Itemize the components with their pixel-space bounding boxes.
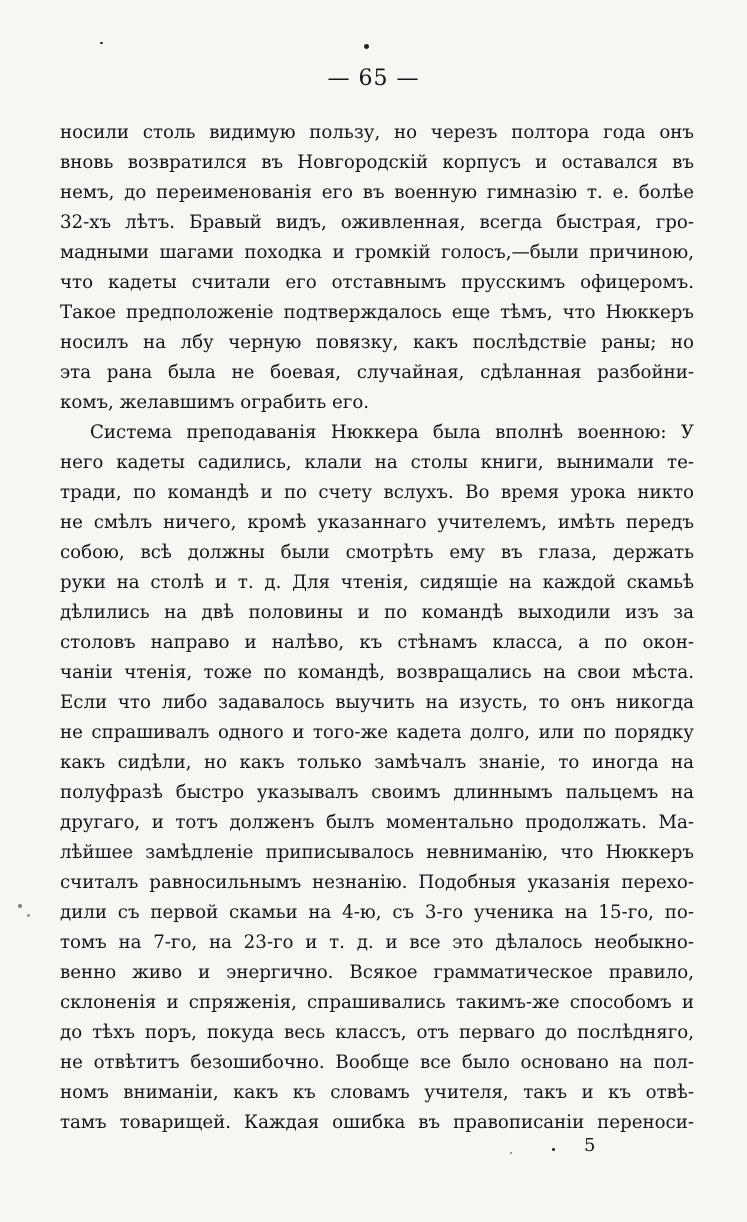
text-line: томъ на 7-го, на 23-го и т. д. и все это дѣлалось необыкно- <box>60 932 694 953</box>
ink-speck <box>364 44 369 49</box>
ink-speck <box>27 914 30 917</box>
paragraph-first-line: Система преподаванія Нюккера была вполнѣ военною: У <box>90 422 694 443</box>
text-line: дили съ первой скамьи на 4-ю, съ 3-го ученика на 15-го, по- <box>60 902 694 923</box>
text-line: тради, по командѣ и по счету вслухъ. Во время урока никто <box>60 482 694 503</box>
signature-mark: 5 <box>584 1135 596 1156</box>
text-line: комъ, желавшимъ ограбить его. <box>60 392 370 413</box>
text-line: мадными шагами походка и громкій голосъ,—были причиною, <box>60 242 694 263</box>
text-line: носили столь видимую пользу, но черезъ полтора года онъ <box>60 122 694 143</box>
text-line: Такое предположеніе подтверждалось еще тѣмъ, что Нюккеръ <box>60 302 694 323</box>
text-line: немъ, до переименованія его въ военную гимназію т. е. болѣе <box>60 182 694 203</box>
ink-speck <box>100 42 103 44</box>
text-line: другаго, и тотъ долженъ былъ моментально продолжать. Ма- <box>60 812 694 833</box>
text-line: 32-хъ лѣтъ. Бравый видъ, оживленная, всегда быстрая, гро- <box>60 212 694 233</box>
page-number: — 65 — <box>327 66 420 91</box>
text-line: не спрашивалъ одного и того-же кадета долго, или по порядку <box>60 722 694 743</box>
text-line: венно живо и энергично. Всякое грамматическое правило, <box>60 962 694 983</box>
text-line: собою, всѣ должны были смотрѣть ему въ глаза, держать <box>60 542 694 563</box>
text-line: вновь возвратился въ Новгородскій корпусъ и оставался въ <box>60 152 694 173</box>
text-line: чаніи чтенія, тоже по командѣ, возвращались на свои мѣста. <box>60 662 694 683</box>
text-line: номъ вниманіи, какъ къ словамъ учителя, такъ и къ отвѣ- <box>60 1082 694 1103</box>
text-line: не отвѣтитъ безошибочно. Вообще все было основано на пол- <box>60 1052 694 1073</box>
text-line: него кадеты садились, клали на столы книги, вынимали те- <box>60 452 694 473</box>
text-line: какъ сидѣли, но какъ только замѣчалъ знаніе, то иногда на <box>60 752 694 773</box>
text-line: столовъ направо и налѣво, къ стѣнамъ класса, а по окон- <box>60 632 694 653</box>
text-line: лѣйшее замѣдленіе приписывалось невниманію, что Нюккеръ <box>60 842 694 863</box>
text-line: руки на столѣ и т. д. Для чтенія, сидящіе на каждой скамьѣ <box>60 572 694 593</box>
ink-speck <box>510 1152 512 1154</box>
text-line: не смѣлъ ничего, кромѣ указаннаго учителемъ, имѣть передъ <box>60 512 694 533</box>
text-line: считалъ равносильнымъ незнанію. Подобныя указанія перехо- <box>60 872 694 893</box>
ink-speck <box>552 1148 555 1151</box>
ink-speck <box>18 904 22 908</box>
text-line: эта рана была не боевая, случайная, сдѣланная разбойни- <box>60 362 694 383</box>
text-line: склоненія и спряженія, спрашивались такимъ-же способомъ и <box>60 992 694 1013</box>
text-line: носилъ на лбу черную повязку, какъ послѣдствіе раны; но <box>60 332 694 353</box>
text-line: полуфразѣ быстро указывалъ своимъ длиннымъ пальцемъ на <box>60 782 694 803</box>
text-line: до тѣхъ поръ, покуда весь классъ, отъ перваго до послѣдняго, <box>60 1022 694 1043</box>
text-line: дѣлились на двѣ половины и по командѣ выходили изъ за <box>60 602 694 623</box>
text-line: Если что либо задавалось выучить на изусть, то онъ никогда <box>60 692 694 713</box>
text-line: что кадеты считали его отставнымъ прусскимъ офицеромъ. <box>60 272 694 293</box>
text-line: тамъ товарищей. Каждая ошибка въ правописаніи переноси- <box>60 1112 694 1133</box>
